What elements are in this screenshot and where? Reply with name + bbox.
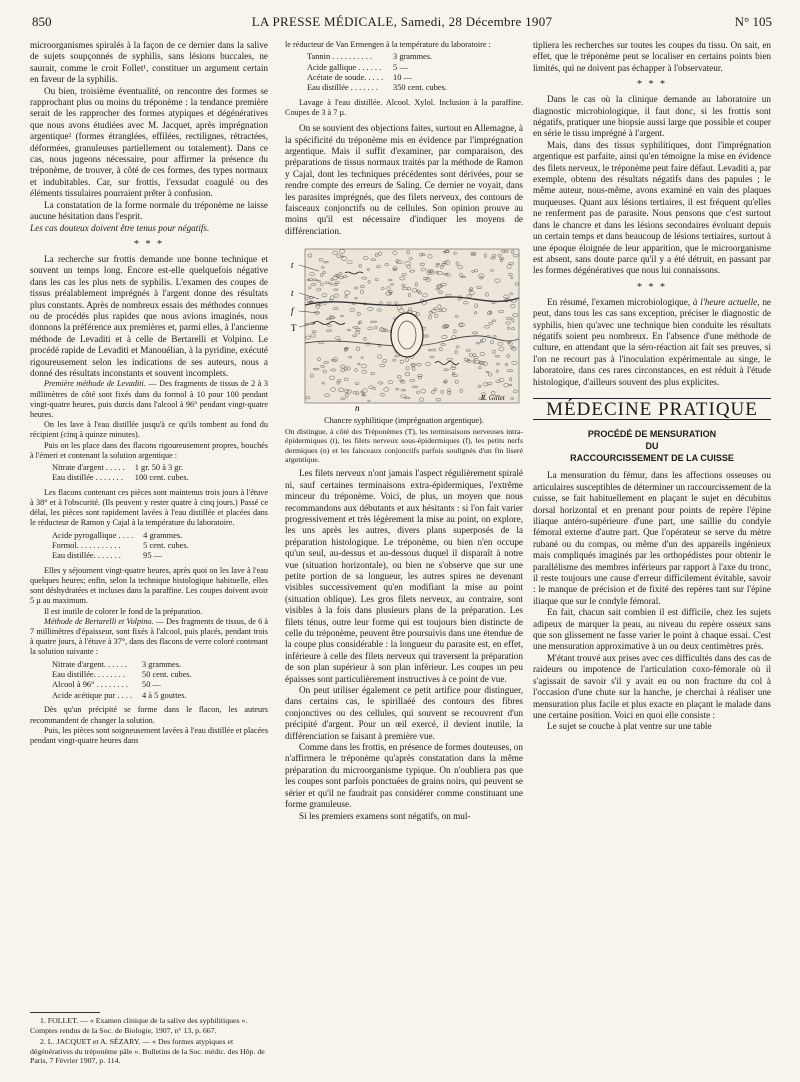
column-3 [533, 40, 771, 1060]
recipe-row [307, 73, 457, 83]
chancre-engraving [285, 243, 523, 413]
figure-caption: Chancre syphilitique (imprégnation argentique). [324, 416, 484, 426]
quantity: 4 grammes. [143, 530, 183, 540]
section-separator: * * * [637, 79, 667, 91]
paragraph: tipliera les recherches sur toutes les coupes du tissu. On sait, en effet, que le tréponème peut se localiser en certains points bien limités, qui ne doivent pas échapper à l'observateur. [533, 40, 771, 73]
recipe-row [52, 473, 199, 483]
recipe-row [52, 660, 202, 670]
histology-figure [285, 243, 523, 464]
quantity: 100 cent. cubes. [134, 473, 189, 483]
quantity: 95 — [143, 551, 163, 561]
ingredient: Nitrate d'argent. . . . . . [52, 659, 127, 669]
label-n: n [355, 403, 360, 414]
heading-line: DU [645, 441, 659, 452]
paragraph: M'étant trouvé aux prises avec ces difficultés dans des cas de raideurs ou impotence de l'articulation coxo-fémorale où il s'agissait de savoir s'il y avait eu ou non fracture du col à l'occasion d'une chute sur la hanche, je cherchai à réaliser une mensuration plus facile et plus exacte en plaçant le malade dans une certaine position. Voici en quoi elle consiste : [533, 652, 771, 720]
recipe-row [307, 63, 457, 73]
recipe-table [307, 52, 457, 94]
recipe-row [307, 83, 457, 93]
text-run: En résumé, l'examen microbiologique, [547, 296, 691, 307]
column-2 [285, 40, 523, 1060]
ingredient: Eau distillée. . . . . . . . [52, 670, 126, 680]
journal-title: LA PRESSE MÉDICALE, Samedi, 28 Décembre 1907 [251, 14, 553, 29]
section-separator: * * * [637, 281, 667, 293]
method-text: — Des fragments de tissus de 2 à 3 millimètres de côté sont fixés dans du formol à 10 pour 100 pendant vingt-quatre heures, puis durcis dans l'alcool à 96° pendant vingt-quatre heures. [30, 379, 268, 419]
paragraph: On se souvient des objections faites, surtout en Allemagne, à la spécificité du tréponème mis en évidence par l'imprégnation argentique. Mais il suffit d'examiner, par comparaison, des préparations de tissus normaux traités par la méthode de Ramon y Cajal, dont les techniques précédentes sont dérivées, pour se rendre compte des erreurs de Saling. Ce dernier ne voyait, dans les parasites imprégnés, que des filets nerveux, des contours de faisceaux conjonctifs ou de cellules. Son opinion prouve au moins qu'il est nécessaire d'indiquer les moyens de différenciation. [285, 123, 523, 236]
paragraph: le réducteur de Van Ermengen à la température du laboratoire : [285, 40, 491, 49]
ingredient: Eau distillée. . . . . . . [52, 551, 121, 561]
ingredient: Acide gallique . . . . . . [307, 62, 382, 72]
recipe-row [52, 531, 199, 541]
footnote-rule [30, 1012, 100, 1013]
ingredient: Eau distillée . . . . . . . [307, 83, 378, 93]
quantity: 50 cent. cubes. [142, 670, 192, 680]
column-1 [30, 40, 268, 1008]
nerve-section [391, 313, 423, 357]
paragraph: La mensuration du fémur, dans les affections osseuses ou articulaires susceptibles de déterminer un raccourcissement de la cuisse, se fait habituellement en plaçant le sujet en décubitus dorsal horizontal et en prenant pour points de repère l'épine iliaque antéro-supérieure d'une part, une saillie du condyle fémoral externe d'autre part. Que l'opérateur se serve du mètre rubané ou du compas, ou même d'un des appareils ingénieux mais compliqués imaginés par les orthopédistes pour obtenir le parallélisme des membres inférieurs par rapport à l'axe du tronc, il reste toujours une cause d'erreur difficilement évitable, savoir : le manque de précision et de fixité des repères tant sur l'épine iliaque que sur le condyle fémoral. [533, 470, 771, 606]
recipe-row [52, 670, 202, 680]
paragraph: Dès qu'un précipité se forme dans le flacon, les auteurs recommandent de changer la solution. [30, 705, 268, 725]
paragraph: Puis, les pièces sont soigneusement lavées à l'eau distillée et placées pendant vingt-quatre heures dans [30, 725, 268, 745]
label-T: T [291, 323, 297, 334]
label-t: t [291, 260, 294, 271]
section-title: MÉDECINE PRATIQUE [533, 398, 771, 420]
method-paragraph [30, 617, 268, 658]
paragraph: On peut utiliser également ce petit artifice pour distinguer, dans certains cas, le spirillaéé des contours des fibres conjonctives ou des cellules, qui souvent se recouvrent d'un précipité d'argent. Pour un œil exercé, il devient inutile, la différenciation se faisant à première vue. [285, 685, 523, 741]
quantity: 1 gr. 50 à 3 gr. [134, 463, 183, 472]
quantity: 50 — [142, 680, 161, 690]
paragraph: Les flacons contenant ces pièces sont maintenus trois jours à l'étuve à 38° et à l'obscurité. (Ils peuvent y rester quatre à cinq jours.) Passé ce délai, les pièces sont rapidement lavées à l'eau distillée et placées dans le réducteur de Ramon y Cajal à la température du laboratoire. [30, 487, 268, 528]
footnote: 1. FOLLET. — « Examen clinique de la salive des syphilitiques ». Comptes rendus de la Soc. de Biologie, 1907, n° 13, p. 667. [30, 1016, 248, 1035]
paragraph: Si les premiers examens sont négatifs, on mul- [299, 810, 471, 821]
quantity: 3 grammes. [393, 52, 433, 62]
heading-line: RACCOURCISSEMENT DE LA CUISSE [570, 453, 734, 464]
method-title: Première méthode de Levaditi. [44, 379, 146, 389]
article-heading [533, 428, 771, 464]
italic-sentence: Les cas douteux doivent être tenus pour négatifs. [30, 222, 210, 233]
label-t: t [291, 288, 294, 299]
paragraph: Mais, dans des tissus syphilitiques, dont l'imprégnation argentique est parfaite, ainsi qu'en témoigne la mise en évidence des filets nerveux, le tréponème peut faire défaut. Levaditi a, par exemple, obtenu des résultats négatifs dans des papules ; le même auteur, nous-même, avons examiné en vain des plaques muqueuses. Quant aux lésions tertiaires, il est fréquent qu'elles ne renferment pas de parasite. Nous pensons que c'est surtout dans le chancre et dans les lésions secondaires évoluant depuis un certain temps et dans beaucoup de lésions tertiaires, surtout à une époque éloignée de leur apparition, que le microorganisme est absent, sans doute parce qu'il y a été détruit, en passant par les formes dégénératives que nous lui connaissons. [533, 139, 771, 276]
paragraph: On les lave à l'eau distillée jusqu'à ce qu'ils tombent au fond du récipient (cinq à quinze minutes). [30, 420, 268, 440]
method-paragraph [30, 379, 268, 420]
italic-run: à l'heure actuelle, [690, 296, 760, 307]
recipe-row [52, 680, 202, 690]
recipe-table [52, 660, 202, 702]
recipe-row [307, 52, 457, 62]
paragraph: Lavage à l'eau distillée. Alcool. Xylol. Inclusion à la paraffine. Coupes de 3 à 7 µ. [285, 97, 523, 118]
page-header [32, 14, 772, 36]
quantity: 5 — [393, 62, 408, 72]
paragraph: Elles y séjournent vingt-quatre heures, après quoi on les lave à l'eau quelques heures; enfin, selon la technique histologique habituelle, elles sont déshydratées et incluses dans la paraffine. Les coupes doivent avoir 5 µ au maximum. [30, 565, 268, 606]
label-f: f [291, 306, 294, 317]
paragraph: Dans le cas où la clinique demande au laboratoire un diagnostic microbiologique, il faut donc, si les frottis sont négatifs, pratiquer une biopsie aussi large que possible et couper en série le tissu imprégné à l'argent. [533, 94, 771, 139]
paragraph: La recherche sur frottis demande une bonne technique et souvent un temps long. Encore est-elle quelquefois négative dans les cas les plus nets de syphilis. L'examen des coupes de tissus préalablement imprégnés à l'argent donne des résultats plus constants. Après de nombreux essais des méthodes connues ou de procédés plus rapides que nous avions imaginés, nous donnons la préférence aux premières et, parmi elles, à l'ancienne méthode de Levaditi et à celle de Bertarelli et Volpino. Le procédé rapide de Levaditi et Manouélian, à la pyridine, exécuté rigoureusement selon les indications de ses auteurs, nous a donné des résultats inconstants et souvent incomplets. [30, 253, 268, 378]
paragraph: Puis on les place dans des flacons rigoureusement propres, bouchés à l'émeri et contenant la solution argentique : [30, 440, 268, 460]
paragraph: Comme dans les frottis, en présence de formes douteuses, on n'affirmera le tréponème qu'après constatation dans la même préparation du microorganisme typique. On n'oubliera pas que les coupes sont parfois ponctuées de grains noirs, qui peuvent se sérier et qu'il ne faudrait pas considérer comme constituant une forme granuleuse. [285, 742, 523, 810]
paragraph: En fait, chacun sait combien il est difficile, chez les sujets adipeux de marquer la peau, au niveau du repère osseux sans que son glissement ne fasse varier le point à chaque essai. C'est une mensuration approximative à un ou deux centimètres près. [533, 607, 771, 652]
ingredient: Acide acétique pur . . . . [52, 690, 132, 700]
ingredient: Eau distillée . . . . . . . [52, 473, 123, 483]
paragraph: Le sujet se couche à plat ventre sur une table [547, 721, 712, 732]
recipe-row [52, 691, 202, 701]
quantity: 350 cent. cubes. [393, 83, 448, 93]
paragraph [533, 297, 771, 388]
ingredient: Tannin . . . . . . . . . . [307, 52, 373, 62]
footnote: 2. L. JACQUET et A. SÉZARY. — « Des formes atypiques et dégénératives du tréponème pâle ». Bulletins de la Soc. médic. des Hôp. de Paris, 7 Février 1907, p. 114. [30, 1037, 265, 1066]
text-run: ne peut, dans tous les cas sans exception, préciser le diagnostic de syphilis, bien qu'avec une technique bien conduite les résultats négatifs soient peu nombreux. En l'absence d'une méthode de culture, en attendant que la séro-réaction ait fait ses preuves, si l'on ne recourt pas à l'inoculation expérimentale au singe, le laboratoire, dans ces rares circonstances, en est réduit à l'étude histologique, d'ailleurs souvent des plus explicites. [533, 296, 771, 387]
recipe-row [52, 541, 199, 551]
ingredient: Formol. . . . . . . . . . . [52, 541, 121, 551]
ingredient: Alcool à 96° . . . . . . . . [52, 680, 128, 690]
paragraph: Ou bien, troisième éventualité, on rencontre des formes se rapprochant plus ou moins du tréponème : la tendance première serait de les rapprocher des formes atypiques et dégénératives que nous avons étudiées avec M. Jacquet, après imprégnation argentique² (formes étranglées, effilées, rectilignes, rétractées, déformées, granuleuses partiellement ou totalement). Dans ce cas, nous jugeons nécessaire, pour affirmer la présence du tréponème, de trouver, à côté de ces formes, des types normaux et indubitables. Car, sur frottis, l'exsudat coagulé ou des éléments tissulaires pourraient prêter à confusion. [30, 85, 268, 199]
quantity: 3 grammes. [142, 659, 182, 669]
recipe-table [52, 531, 199, 562]
ingredient: Nitrate d'argent . . . . . [52, 463, 125, 472]
paragraph: La constatation de la forme normale du tréponème ne laisse aucune hésitation dans l'esprit. [30, 199, 268, 222]
method-text: — Des fragments de tissus, de 6 à 7 millimètres d'épaisseur, sont fixés à l'alcool, puis placés, pendant trois à quatre jours, à l'étuve à 37°, dans des flacons de verre coloré contenant la solution suivante : [30, 616, 268, 657]
quantity: 4 à 5 gouttes. [142, 690, 187, 700]
method-title: Méthode de Bertarelli et Volpino. [44, 616, 154, 626]
recipe-row [52, 463, 199, 473]
paragraph: microorganismes spiralés à la façon de ce dernier dans la salive de sujets soupçonnés de syphilis, sans lésions buccales, ne saurait, comme le croit Follet¹, constituer un argument certain en faveur de la syphilis. [30, 40, 268, 85]
recipe-row [52, 551, 199, 561]
ingredient: Acide pyrogallique . . . . [52, 530, 134, 540]
issue-number: N° 105 [734, 14, 772, 29]
section-separator: * * * [134, 238, 164, 250]
quantity: 5 cent. cubes. [143, 541, 189, 551]
figure-description: On distingue, à côté des Tréponèmes (T), les terminaisons nerveuses intra-épidermiques (t), les filets nerveux sous-épidermiques (f), les petits nerfs dermiques (n) et les faisceaux conjonctifs parfois soulignés d'un fin liseré argentique. [285, 426, 523, 464]
paragraph: Les filets nerveux n'ont jamais l'aspect régulièrement spiralé ni, sauf certaines terminaisons extra-épidermiques, l'extrême minceur du tréponème. Voici, de plus, un moyen que nous recommandons aux débutants et aux hésitants : si l'on fait varier progressivement et très légèrement la mise au point, on explore, les uns après les autres, divers plans superposés de la préparation histologique. Le tréponème, ou bien n'en occupe qu'un seul, au-dessus et au-dessous duquel il disparaît à notre vue (situation horizontale), ou bien ne s'observe que sur une petite portion de sa longueur, les autres spires ne devenant visibles successivement qu'en modifiant la mise au point (situation oblique). Les gros filets nerveux, au contraire, sont visibles à la fois dans plusieurs plans de la préparation. Les filets ténus, outre leur forme qui est toujours bien distincte de celle du tréponème, peuvent être poursuivis dans une étendue de la coupe plus considérable : la longueur du parasite est, en effet, inférieure à celle des filets nerveux qui traversent la préparation de son plan supérieur à son plan inférieur. Les coupes un peu épaisses sont particulièrement instructives à ce point de vue. [285, 468, 523, 684]
page-number: 850 [32, 14, 52, 29]
ingredient: Acétate de soude. . . . . [307, 73, 384, 83]
recipe-table [52, 463, 199, 484]
quantity: 10 — [393, 73, 412, 83]
heading-line: PROCÉDÉ DE MENSURATION [587, 429, 717, 440]
footnotes [30, 1016, 268, 1068]
paragraph: Il est inutile de colorer le fond de la préparation. [44, 606, 203, 616]
engraver-signature: R. Gillet [481, 394, 505, 403]
